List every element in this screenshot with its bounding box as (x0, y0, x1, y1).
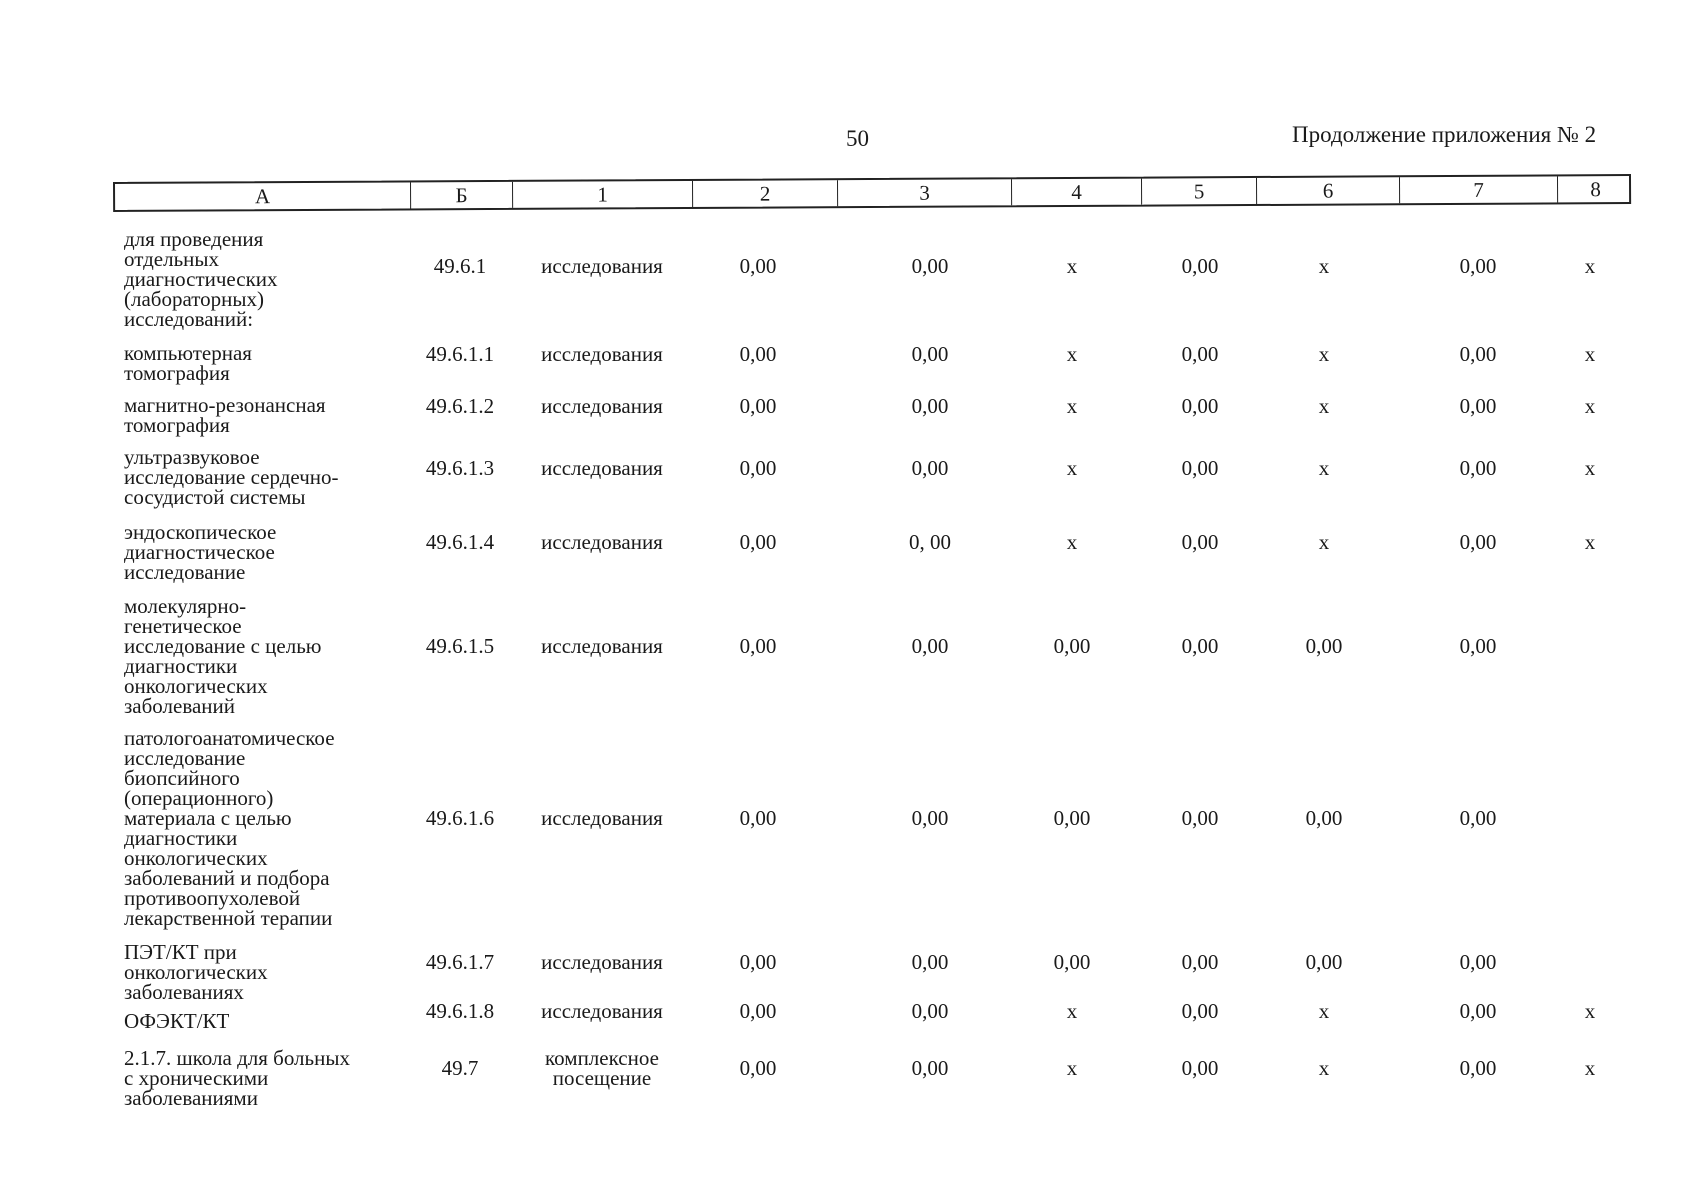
row-name: ПЭТ/КТ при онкологических заболеваниях (124, 940, 268, 1004)
row-v6: x (1318, 394, 1330, 418)
column-header-7: 7 (1399, 176, 1557, 203)
row-v5: 0,00 (1181, 1056, 1219, 1080)
row-name: для проведения отдельных диагностических (лабораторных) исследований: (124, 227, 278, 331)
row-v8: x (1584, 394, 1596, 418)
row-v6: x (1318, 254, 1330, 278)
row-name: эндоскопическое диагностическое исследование (124, 520, 277, 584)
row-v7: 0,00 (1459, 999, 1497, 1023)
row-unit: исследования (541, 530, 663, 554)
row-v2: 0,00 (739, 634, 777, 658)
row-code: 49.6.1.8 (425, 999, 495, 1023)
row-v4: 0,00 (1053, 806, 1091, 830)
row-v2: 0,00 (739, 806, 777, 830)
row-v8: x (1584, 1056, 1596, 1080)
row-unit: исследования (541, 806, 663, 830)
row-v5: 0,00 (1181, 806, 1219, 830)
row-v8: x (1584, 254, 1596, 278)
column-header-a: А (254, 184, 271, 209)
column-header-3: 3 (837, 179, 1011, 206)
row-name: ультразвуковое исследование сердечно- сосудистой системы (124, 445, 339, 509)
column-header-5: 5 (1141, 178, 1256, 205)
row-v3: 0,00 (911, 634, 949, 658)
row-v7: 0,00 (1459, 1056, 1497, 1080)
row-v7: 0,00 (1459, 806, 1497, 830)
row-v2: 0,00 (739, 342, 777, 366)
row-v4: x (1066, 530, 1078, 554)
page-number: 50 (846, 126, 869, 151)
row-v4: 0,00 (1053, 634, 1091, 658)
row-code: 49.6.1.1 (425, 342, 495, 366)
row-v6: x (1318, 530, 1330, 554)
row-code: 49.6.1.6 (425, 806, 495, 830)
row-v6: x (1318, 342, 1330, 366)
column-header-2: 2 (692, 180, 837, 207)
row-v3: 0,00 (911, 1056, 949, 1080)
row-v4: x (1066, 1056, 1078, 1080)
row-v4: x (1066, 394, 1078, 418)
row-name: ОФЭКТ/КТ (124, 1009, 230, 1033)
appendix-note: Продолжение приложения № 2 (1292, 122, 1597, 147)
row-v4: 0,00 (1053, 950, 1091, 974)
column-header-8: 8 (1557, 176, 1633, 202)
row-v7: 0,00 (1459, 634, 1497, 658)
row-code: 49.6.1 (433, 254, 487, 278)
row-unit: исследования (541, 634, 663, 658)
row-v5: 0,00 (1181, 999, 1219, 1023)
row-v3: 0,00 (911, 254, 949, 278)
row-name: компьютерная томография (124, 341, 252, 385)
row-v7: 0,00 (1459, 950, 1497, 974)
row-v8: x (1584, 456, 1596, 480)
row-v5: 0,00 (1181, 530, 1219, 554)
row-v3: 0,00 (911, 999, 949, 1023)
row-unit: исследования (541, 999, 663, 1023)
row-v7: 0,00 (1459, 394, 1497, 418)
row-v7: 0,00 (1459, 456, 1497, 480)
row-v3: 0,00 (911, 394, 949, 418)
row-v4: x (1066, 999, 1078, 1023)
row-v5: 0,00 (1181, 342, 1219, 366)
row-v5: 0,00 (1181, 456, 1219, 480)
row-v6: 0,00 (1305, 950, 1343, 974)
row-name: молекулярно- генетическое исследование с целью диагностики онкологических заболеваний (124, 594, 322, 718)
row-v5: 0,00 (1181, 254, 1219, 278)
row-name: 2.1.7. школа для больных с хроническими заболеваниями (124, 1046, 350, 1110)
row-v3: 0, 00 (909, 530, 951, 554)
row-v4: x (1066, 254, 1078, 278)
row-v7: 0,00 (1459, 342, 1497, 366)
row-code: 49.6.1.5 (425, 634, 495, 658)
table-header-row (113, 174, 1631, 212)
row-v6: x (1318, 1056, 1330, 1080)
row-v8: x (1584, 999, 1596, 1023)
column-header-6: 6 (1256, 177, 1399, 204)
row-v5: 0,00 (1181, 394, 1219, 418)
row-v6: x (1318, 999, 1330, 1023)
row-unit: исследования (541, 950, 663, 974)
row-unit: исследования (541, 342, 663, 366)
row-v2: 0,00 (739, 950, 777, 974)
row-unit: комплексное посещение (545, 1046, 659, 1090)
row-unit: исследования (541, 254, 663, 278)
row-v2: 0,00 (739, 456, 777, 480)
row-v7: 0,00 (1459, 530, 1497, 554)
row-code: 49.6.1.4 (425, 530, 495, 554)
row-v2: 0,00 (739, 254, 777, 278)
row-code: 49.6.1.3 (425, 456, 495, 480)
column-header-1: 1 (512, 181, 692, 208)
row-v2: 0,00 (739, 394, 777, 418)
row-v3: 0,00 (911, 342, 949, 366)
row-name: патологоанатомическое исследование биопсийного (операционного) материала с целью диагностики онкологических заболеваний и подбора противоопухолевой лекарственной терапии (124, 726, 335, 930)
row-v2: 0,00 (739, 1056, 777, 1080)
row-v7: 0,00 (1459, 254, 1497, 278)
row-code: 49.7 (441, 1056, 479, 1080)
column-header-b: Б (410, 182, 512, 209)
row-unit: исследования (541, 456, 663, 480)
row-v5: 0,00 (1181, 634, 1219, 658)
row-unit: исследования (541, 394, 663, 418)
row-v6: 0,00 (1305, 634, 1343, 658)
row-v6: x (1318, 456, 1330, 480)
row-v3: 0,00 (911, 806, 949, 830)
row-v6: 0,00 (1305, 806, 1343, 830)
row-v3: 0,00 (911, 456, 949, 480)
row-v8: x (1584, 342, 1596, 366)
row-v3: 0,00 (911, 950, 949, 974)
row-code: 49.6.1.2 (425, 394, 495, 418)
row-v4: x (1066, 456, 1078, 480)
row-name: магнитно-резонансная томография (124, 393, 326, 437)
row-code: 49.6.1.7 (425, 950, 495, 974)
row-v8: x (1584, 530, 1596, 554)
row-v5: 0,00 (1181, 950, 1219, 974)
row-v2: 0,00 (739, 999, 777, 1023)
column-header-4: 4 (1011, 179, 1141, 206)
row-v2: 0,00 (739, 530, 777, 554)
row-v4: x (1066, 342, 1078, 366)
